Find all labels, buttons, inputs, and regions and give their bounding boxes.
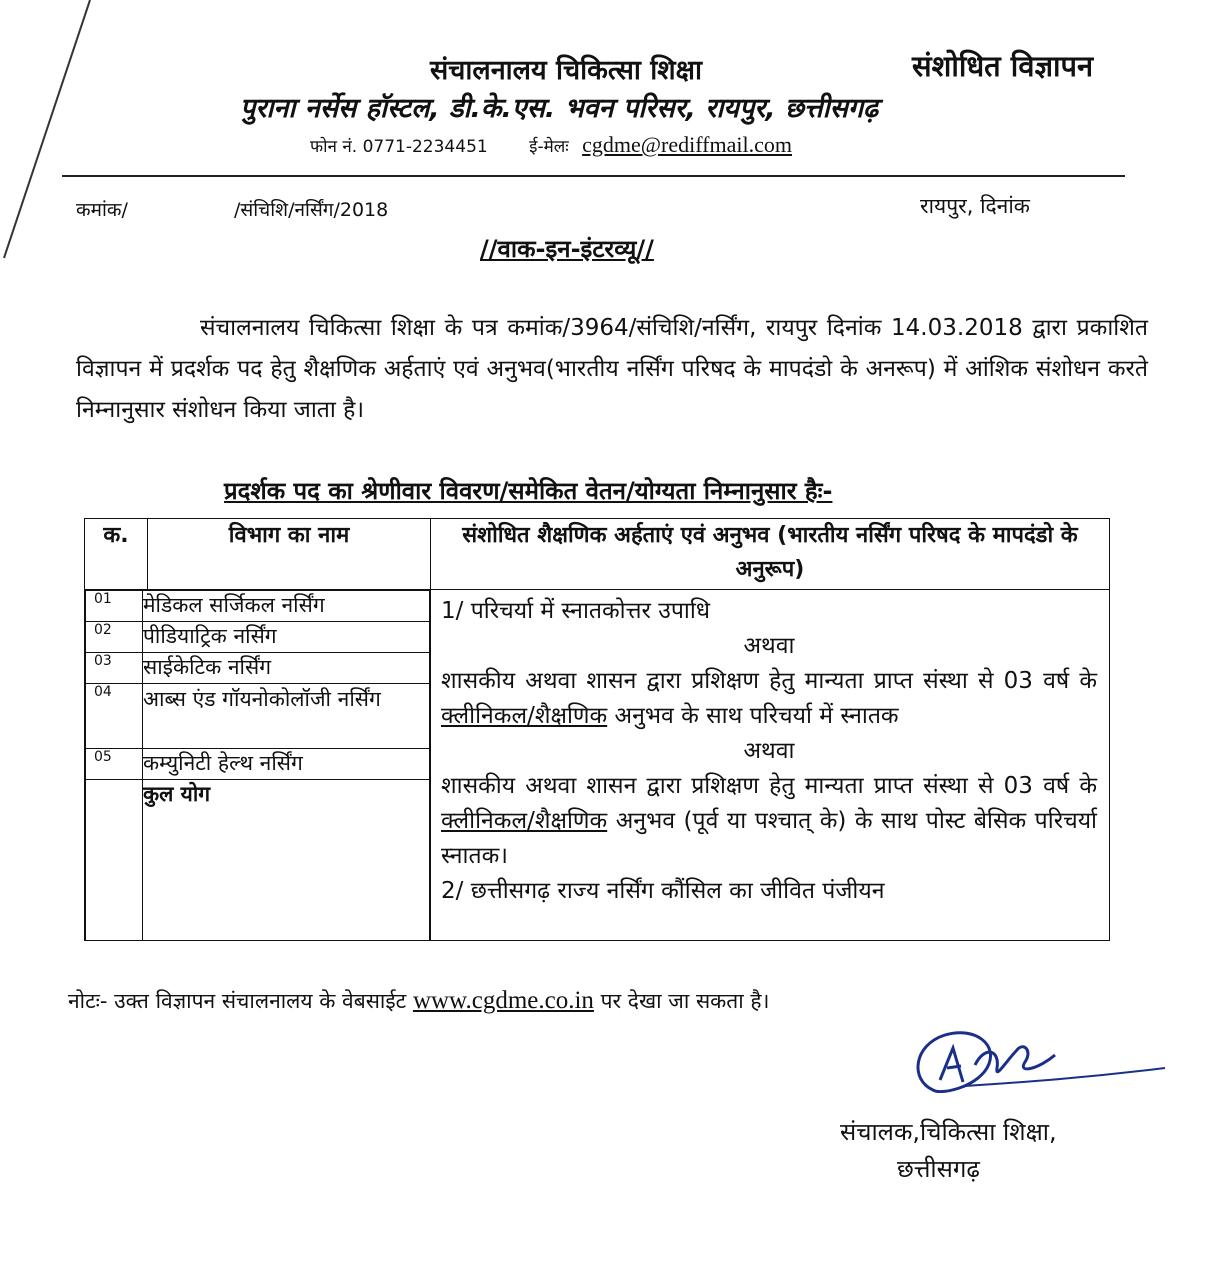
department-list-cell [85,590,431,941]
col-header-serial: क. [85,519,148,590]
row-department: आब्स एंड गॉयनोकोलॉजी नर्सिंग [143,684,430,749]
city-date: रायपुर, दिनांक [920,194,1030,218]
table-row [86,684,430,749]
qualification-cell [431,590,1110,941]
qualification-alt-1: शासकीय अथवा शासन द्वारा प्रशिक्षण हेतु मान्यता प्राप्त संस्था से 03 वर्ष के क्लीनिकल/शैक्षणिक अनुभव के साथ परिचर्या में स्नातक [441,668,1097,729]
table-row [86,653,430,684]
table-row [86,591,430,622]
qualification-1: 1/ परिचर्या में स्नातकोत्तर उपाधि [441,598,710,624]
signatory-state: छत्तीसगढ़ [897,1155,980,1183]
revised-ad-badge: संशोधित विज्ञापन [912,49,1094,83]
org-address: पुराना नर्सेस हॉस्टल, डी.के.एस. भवन परिसर, रायपुर, छत्तीसगढ़ [240,93,879,124]
qualification-alt-2: शासकीय अथवा शासन द्वारा प्रशिक्षण हेतु मान्यता प्राप्त संस्था से 03 वर्ष के क्लीनिकल/शैक्षणिक अनुभव (पूर्व या पश्चात् के) के साथ पोस्ट बेसिक परिचर्या स्नातक। [441,773,1098,869]
email-label: ई-मेलः [529,137,569,157]
document-title: //वाक-इन-इंटरव्यू// [480,235,654,263]
total-row [86,780,430,941]
row-department: पीडियाट्रिक नर्सिंग [143,622,430,653]
or-separator: अथवा [743,738,795,764]
qualification-2: 2/ छत्तीसगढ़ राज्य नर्सिंग कौंसिल का जीवित पंजीयन [441,878,885,904]
ref-number-label: कमांक/ [76,199,128,221]
body-paragraph: संचालनालय चिकित्सा शिक्षा के पत्र कमांक/3964/संचिशि/नर्सिंग, रायपुर दिनांक 14.03.2018 द्वारा प्रकाशित विज्ञापन में प्रदर्शक पद हेतु शैक्षणिक अर्हताएं एवं अनुभव(भारतीय नर्सिंग परिषद के मापदंडो के अनरूप) में आंशिक संशोधन करते निम्नानुसार संशोधन किया जाता है। [76,315,1148,423]
email-link[interactable]: cgdme@rediffmail.com [582,132,792,157]
note-suffix: पर देखा जा सकता है। [600,989,770,1013]
col-header-department: विभाग का नाम [148,519,431,590]
header-divider [62,175,1125,177]
row-department: कम्युनिटी हेल्थ नर्सिंग [143,749,430,780]
table-header-row [85,519,1110,590]
row-serial: 05 [86,749,143,780]
col-header-qualification: संशोधित शैक्षणिक अर्हताएं एवं अनुभव (भारतीय नर्सिंग परिषद के मापदंडो के अनुरूप) [431,519,1110,590]
row-serial: 02 [86,622,143,653]
or-separator: अथवा [743,633,795,659]
row-serial: 01 [86,591,143,622]
total-serial-cell [86,780,143,941]
note-prefix: नोटः- उक्त विज्ञापन संचालनालय के वेबसाईट [68,989,407,1013]
table-row [86,749,430,780]
total-label: कुल योग [143,780,430,941]
department-list [85,590,430,940]
row-department: साईकेटिक नर्सिंग [143,653,430,684]
table-heading: प्रदर्शक पद का श्रेणीवार विवरण/समेकित वेतन/योग्यता निम्नानुसार हैः- [224,477,833,505]
signatory-title: संचालक,चिकित्सा शिक्षा, [840,1118,1057,1146]
qualification-table [84,518,1110,941]
phone-number: फोन नं. 0771-2234451 [310,137,488,157]
contact-line [310,132,792,158]
org-name: संचालनालय चिकित्सा शिक्षा [430,55,702,86]
row-serial: 04 [86,684,143,749]
signature-image [905,1020,1175,1110]
row-department: मेडिकल सर्जिकल नर्सिंग [143,591,430,622]
website-link[interactable]: www.cgdme.co.in [412,987,594,1014]
row-serial: 03 [86,653,143,684]
table-row [86,622,430,653]
note-line [68,987,769,1015]
ref-number-code: /संचिशि/नर्सिंग/2018 [234,199,389,221]
